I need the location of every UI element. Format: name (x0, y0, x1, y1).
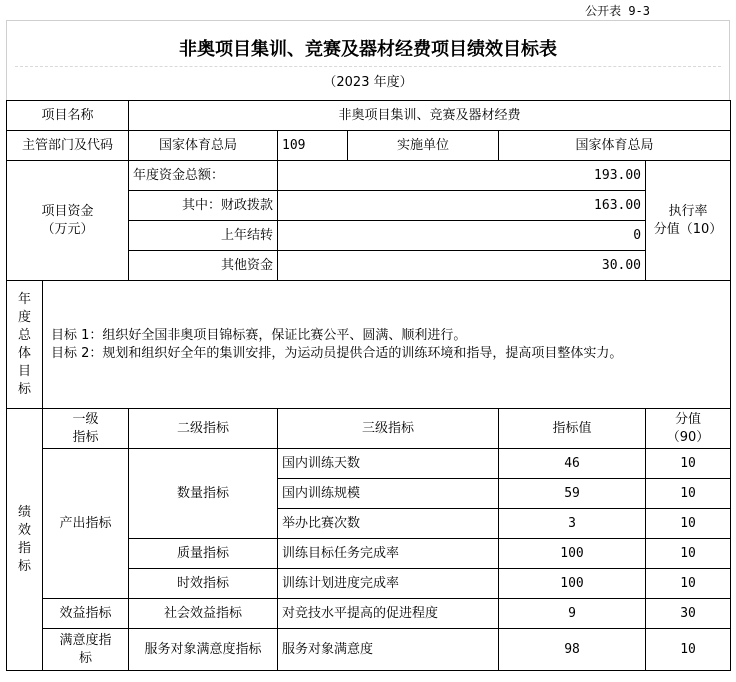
header-level1-line2: 指标 (72, 429, 99, 445)
perf-label-char: 效 (17, 522, 31, 538)
social-label: 社会效益指标 (129, 599, 278, 629)
indicator-name: 服务对象满意度 (278, 629, 499, 671)
goal-2: 目标 2：规划和组织好全年的集训安排，为运动员提供合适的训练环境和指导，提高项目整体实力。 (51, 345, 623, 361)
indicator-value: 9 (499, 599, 646, 629)
other-label: 其他资金 (129, 251, 278, 281)
goals-label-char: 总 (17, 327, 31, 343)
performance-table (6, 100, 731, 671)
indicator-name: 训练计划进度完成率 (278, 569, 499, 599)
table-row (7, 599, 731, 629)
title-box (6, 20, 730, 100)
satisfaction-label-line2: 标 (79, 650, 93, 666)
impl-label: 实施单位 (348, 131, 499, 161)
indicator-score: 30 (646, 599, 731, 629)
divider (15, 66, 721, 67)
header-level3: 三级指标 (278, 409, 499, 449)
service-label: 服务对象满意度指标 (129, 629, 278, 671)
goals-label-char: 度 (17, 309, 31, 325)
row-goals (7, 281, 731, 409)
indicator-value: 100 (499, 569, 646, 599)
perf-label-char: 标 (17, 558, 31, 574)
goals-label-char: 标 (17, 381, 31, 397)
satisfaction-label (43, 629, 129, 671)
perf-label-char: 绩 (17, 504, 31, 520)
carry-label: 上年结转 (129, 221, 278, 251)
carry-value: 0 (278, 221, 646, 251)
row-department (7, 131, 731, 161)
other-value: 30.00 (278, 251, 646, 281)
page-title: 非奥项目集训、竞赛及器材经费项目绩效目标表 (179, 39, 557, 60)
output-label: 产出指标 (43, 449, 129, 599)
year-subtitle: （2023 年度） (323, 75, 413, 90)
exec-rate-label (646, 161, 731, 281)
exec-label-line2: 分值（10） (653, 221, 723, 237)
funds-label-line1: 项目资金 (41, 203, 94, 219)
indicator-value: 100 (499, 539, 646, 569)
project-name-label: 项目名称 (7, 101, 129, 131)
indicator-score: 10 (646, 629, 731, 671)
indicator-value: 3 (499, 509, 646, 539)
funds-label-line2: （万元） (41, 221, 94, 237)
quantity-label: 数量指标 (129, 449, 278, 539)
dept-label: 主管部门及代码 (7, 131, 129, 161)
row-perf-header (7, 409, 731, 449)
fiscal-label: 其中：财政拨款 (129, 191, 278, 221)
header-score-line1: 分值 (675, 411, 702, 427)
total-value: 193.00 (278, 161, 646, 191)
indicator-value: 98 (499, 629, 646, 671)
satisfaction-label-line1: 满意度指 (59, 632, 112, 648)
benefit-label: 效益指标 (43, 599, 129, 629)
indicator-value: 59 (499, 479, 646, 509)
header-value: 指标值 (499, 409, 646, 449)
indicator-name: 举办比赛次数 (278, 509, 499, 539)
indicator-name: 国内训练天数 (278, 449, 499, 479)
exec-label-line1: 执行率 (668, 203, 708, 219)
indicator-name: 训练目标任务完成率 (278, 539, 499, 569)
indicator-score: 10 (646, 479, 731, 509)
header-level1 (43, 409, 129, 449)
indicator-score: 10 (646, 509, 731, 539)
table-number: 公开表 9-3 (585, 4, 650, 18)
header-score-line2: （90） (666, 429, 710, 445)
perf-label (7, 409, 43, 671)
indicator-name: 对竞技水平提高的促进程度 (278, 599, 499, 629)
indicator-score: 10 (646, 539, 731, 569)
goals-label (7, 281, 43, 409)
time-label: 时效指标 (129, 569, 278, 599)
fiscal-value: 163.00 (278, 191, 646, 221)
table-row (7, 629, 731, 671)
header-level2: 二级指标 (129, 409, 278, 449)
total-label: 年度资金总额： (129, 161, 278, 191)
dept-value: 国家体育总局 (129, 131, 278, 161)
goal-1: 目标 1：组织好全国非奥项目锦标赛，保证比赛公平、圆满、顺利进行。 (51, 327, 467, 343)
indicator-score: 10 (646, 569, 731, 599)
funds-label (7, 161, 129, 281)
perf-label-char: 指 (17, 540, 31, 556)
header-score (646, 409, 731, 449)
impl-value: 国家体育总局 (499, 131, 731, 161)
goals-label-char: 目 (17, 363, 31, 379)
header-level1-line1: 一级 (72, 411, 99, 427)
indicator-score: 10 (646, 449, 731, 479)
project-name-value: 非奥项目集训、竞赛及器材经费 (129, 101, 731, 131)
goals-content (43, 281, 731, 409)
quality-label: 质量指标 (129, 539, 278, 569)
dept-code: 109 (278, 131, 348, 161)
row-funds-total (7, 161, 731, 191)
goals-label-char: 体 (17, 345, 31, 361)
indicator-value: 46 (499, 449, 646, 479)
row-project-name (7, 101, 731, 131)
goals-label-char: 年 (17, 291, 31, 307)
indicator-name: 国内训练规模 (278, 479, 499, 509)
table-row (7, 449, 731, 479)
